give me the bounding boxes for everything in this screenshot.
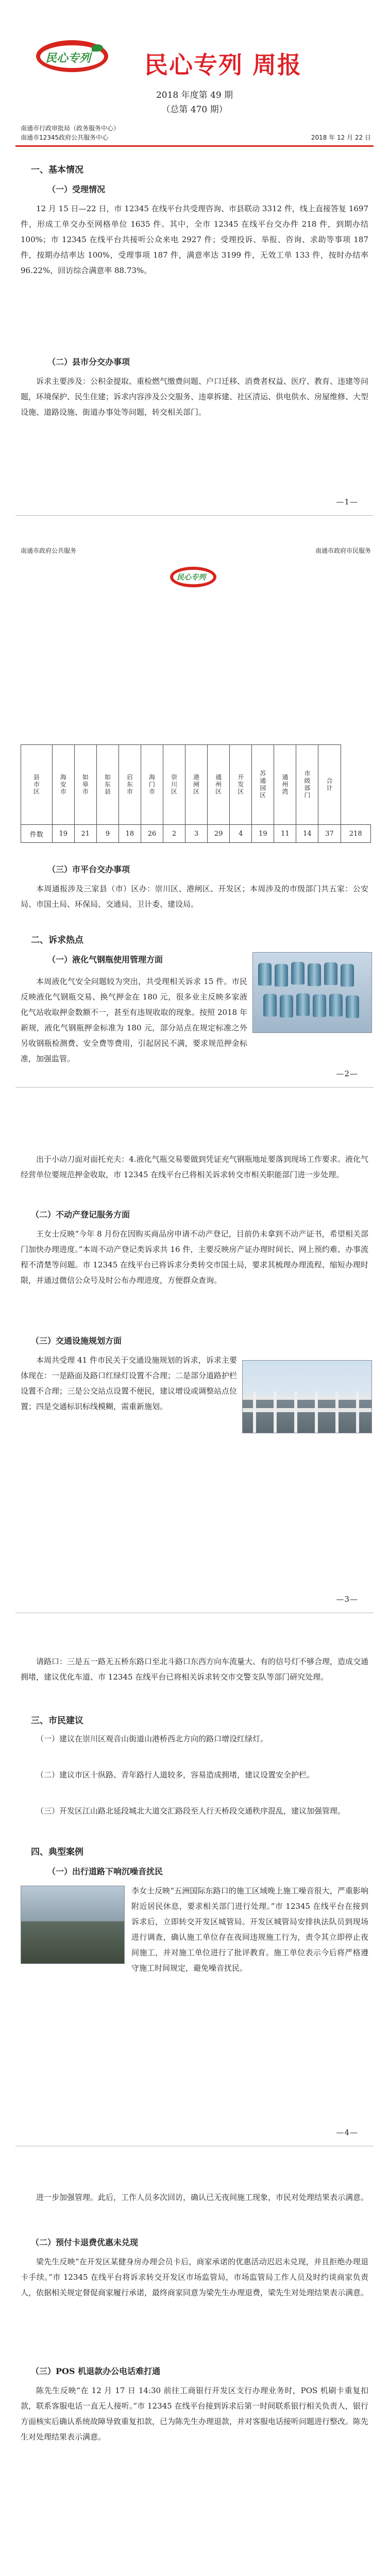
stats-value-row — [21, 825, 371, 843]
logo-text: 民心专列 — [45, 52, 91, 65]
subsection-title-traffic: （三）交通设施规划方面 — [31, 1336, 122, 1346]
table-value-cell: 11 — [274, 825, 296, 843]
subsection-title-gas: （一）液化气钢瓶使用管理方面 — [47, 955, 163, 964]
page-number-2: —2— — [336, 1069, 358, 1078]
paragraph-traffic: 本周共受理 41 件市民关于交通设施规划的诉求，诉求主要体现在：一是路面及路口红绿灯设置不合理；二是部分道路护栏设置不合理；三是公交站点设置不便民，建议增设或调整站点位置；四是交通标识标线模糊，需重新施划。 — [21, 1355, 238, 1411]
page-break-1 — [15, 515, 374, 516]
table-value-cell: 19 — [52, 825, 74, 843]
table-header-cell: 通州湾 — [274, 745, 296, 825]
page-break-2 — [15, 1087, 374, 1088]
traffic-railing-photo — [242, 1360, 372, 1433]
table-header-cell: 港闸区 — [185, 745, 208, 825]
paragraph-pos: 陈先生反映“在 12 月 17 日 14:30 前往工商银行开发区支行办理业务时，POS 机刷卡重复扣款，联系客服电话一直无人接听。”市 12345 在线平台接到诉求后第一时间联系银行相关负责人，银行方面核实后确认系统故障导致重复扣款，已为陈先生办理退款，并对客服电话接听问题进行整改。陈先生对处理结果表示满意。 — [21, 2386, 369, 2442]
construction-site-photo — [21, 1886, 125, 1964]
table-value-cell: 29 — [208, 825, 230, 843]
table-value-cell: 3 — [185, 825, 208, 843]
paragraph-county: 诉求主要涉及：公积金提取、重检燃气缴费问题、户口迁移、消费者权益、医疗、教育、违建等问题，环境保护、民生住建；诉求内容涉及公交服务、违章拆建、社区清运、供电供水、房屋维修、大型设施、道路设施、街道办事处等问题，转交相关部门。 — [21, 377, 369, 417]
report-header — [0, 0, 389, 118]
subsection-title-city: （三）市平台交办事项 — [47, 865, 130, 874]
paragraph-traffic-cont: 请路口：三是五一路无五桥东路口至北斗路口东西方向车流量大、有的信号灯不够合理，造成交通拥堵，建议优化车道、市 12345 在线平台已将相关诉求转交市交警支队等部门研究处理。 — [21, 1657, 369, 1682]
leaf-icon — [92, 44, 103, 52]
paragraph-noise: 李女士反映“五洲国际东路口的施工区域晚上施工噪音很大，严重影响附近居民休息，要求相关部门进行处理。”市 12345 在线平台在接到诉求后，立即转交开发区城管局。开发区城管局安排执法队员到现场进行调查，确认施工单位存在夜间违规施工行为，责令其立即停止夜间施工，并对施工单位进行了批评教育。施工单位表示今后将严格遵守施工时间规定，避免噪音扰民。 — [131, 1886, 368, 1973]
table-header-cell: 县市区 — [21, 745, 53, 825]
subsection-title-prepaid: （二）预付卡退费优惠未兑现 — [31, 2238, 139, 2247]
table-value-cell: 14 — [296, 825, 318, 843]
issue-total: （总第 470 期） — [161, 105, 228, 115]
subsection-title-acceptance: （一）受理情况 — [47, 184, 106, 194]
suggestion-item: （三）开发区江山路北延段城北大道交汇路段至人行天桥段交通秩序混乱，建议加强管理。 — [36, 1806, 346, 1816]
table-value-cell: 21 — [74, 825, 96, 843]
table-header-cell: 通州区 — [208, 745, 230, 825]
publisher-org-1: 南通市行政审批局（政务服务中心） — [21, 125, 120, 132]
section-title-basic: 一、基本情况 — [31, 165, 83, 175]
paragraph-gas-cont: 出于小动刀面对面托充夫：4.液化气瓶交易要做到凭证充气钢瓶地址要落到现场工作要求。液化气经营单位要规范押金收取，市 12345 在线平台已将相关诉求转交市相关职能部门进一步处理。 — [21, 1155, 368, 1179]
page2-header: 南通市政府公共服务 南通市政府市民服务 — [21, 547, 371, 554]
page2-logo-text: 民心专列 — [177, 573, 206, 582]
table-header-cell: 崇川区 — [163, 745, 185, 825]
table-header-cell: 市级部门 — [296, 745, 318, 825]
section-title-suggestions: 三、市民建议 — [31, 1716, 83, 1726]
page-number-3: —3— — [336, 1595, 358, 1604]
paragraph-acceptance: 12 月 15 日—22 日，市 12345 在线平台共受理咨询、市县联动 3312 件，线上直接答复 1697 件，形成工单交办至网格单位 1635 件。其中，全市 12345 在线平台交办件 218 件，到期办结 100%；市 12345 在线平台共接听公众来电 2927 件；受理投诉、举报、咨询、求助等事项 187 件，按期办结率达 100%，受理事项 187 件，满意率达 3199 件，无效工单 133 件，按时办结率 96.22%，回访综合满意率 88.73%。 — [21, 204, 368, 275]
brand-title: 民心专列 周报 — [144, 51, 302, 79]
table-header-cell: 启东市 — [119, 745, 141, 825]
issue-date: 2018 年 12 月 22 日 — [311, 134, 371, 141]
paragraph-city: 本周通报涉及三家县（市）区办：崇川区、港闸区、开发区；本周涉及的市级部门共五家：公安局、市国土局、环保局、交通局、卫计委、建设局。 — [21, 884, 368, 909]
table-header-cell: 海门市 — [141, 745, 163, 825]
table-value-cell: 26 — [141, 825, 163, 843]
table-value-cell: 218 — [341, 825, 370, 843]
table-value-cell: 18 — [119, 825, 141, 843]
page-number-1: —1— — [336, 497, 358, 506]
page-number-4: —4— — [336, 2128, 358, 2137]
suggestion-item: （二）建议市区十纵路、青年路行人道较多，容易造成拥堵，建议设置安全护栏。 — [36, 1770, 315, 1780]
paragraph-property: 王女士反映“今年 8 月份在因购买商品房申请不动产登记，目前仍未拿到不动产证书，希望相关部门加快办理进度。”本周不动产登记类诉求共 16 件，主要反映房产证办理时间长、网上预约难、办事流程不清楚等问题。市 12345 在线平台已将诉求分类转交市国土局，要求其梳理办理流程、缩短办理时限，并通过微信公众号及时公布办理进度，方便群众查询。 — [21, 1229, 368, 1285]
section-title-hotspots: 二、诉求热点 — [31, 935, 83, 945]
table-value-cell: 4 — [230, 825, 252, 843]
suggestion-item: （一）建议在崇川区观音山街道山港桥西北方向的路口增设红绿灯。 — [36, 1734, 268, 1743]
table-value-cell: 19 — [252, 825, 274, 843]
paragraph-noise-cont: 进一步加强管理。此后，工作人员多次回访，确认已无夜间施工现象，市民对处理结果表示满意。 — [36, 2193, 369, 2202]
subsection-title-pos: （三）POS 机退款办公电话难打通 — [31, 2366, 161, 2376]
table-value-cell: 2 — [163, 825, 185, 843]
section-title-cases: 四、典型案例 — [31, 1847, 83, 1857]
stats-header-row — [21, 745, 371, 825]
table-value-cell: 37 — [318, 825, 341, 843]
subsection-title-noise: （一）出行道路下响沉噪音扰民 — [47, 1867, 163, 1876]
publisher-org-2: 南通市12345政府公共服务中心 2018 年 12 月 22 日 — [21, 134, 371, 141]
paragraph-prepaid: 梁先生反映“在开发区某健身房办理会员卡后，商家承诺的优惠活动迟迟未兑现，并且拒绝办理退卡手续。”市 12345 在线平台将诉求转交开发区市场监管局，市场监管局工作人员及时约谈商家负责人，依据相关规定督促商家履行承诺，最终商家同意为梁先生办理退费，梁先生对处理结果表示满意。 — [21, 2257, 369, 2297]
gas-cylinder-photo — [252, 952, 372, 1033]
paragraph-gas: 本周液化气安全问题较为突出，共受理相关诉求 15 件。市民反映液化气钢瓶交易、换气押金在 180 元，很多业主反映多家液化气站收取押金数额不一，甚至有违规收取的现象。按照 2018 年新规，液化气钢瓶押金标准为 180 元，部分站点在规定标准之外另收钢瓶检测费、安全费等费用，引起居民不满，要求规范押金标准，加强监管。 — [21, 977, 247, 1063]
table-header-cell: 如东县 — [96, 745, 119, 825]
table-row-label: 件数 — [21, 825, 53, 843]
subsection-title-county: （二）县市分交办事项 — [47, 357, 130, 367]
subsection-title-property: （二）不动产登记服务方面 — [31, 1210, 130, 1219]
table-header-cell: 如皋市 — [74, 745, 96, 825]
table-value-cell: 9 — [96, 825, 119, 843]
table-header-cell: 开发区 — [230, 745, 252, 825]
table-header-cell: 合计 — [318, 745, 341, 825]
issue-number: 2018 年度第 49 期 — [156, 90, 233, 100]
header-divider — [15, 145, 374, 147]
table-header-cell: 海安市 — [52, 745, 74, 825]
table-header-cell: 苏通园区 — [252, 745, 274, 825]
stats-table — [21, 744, 371, 843]
